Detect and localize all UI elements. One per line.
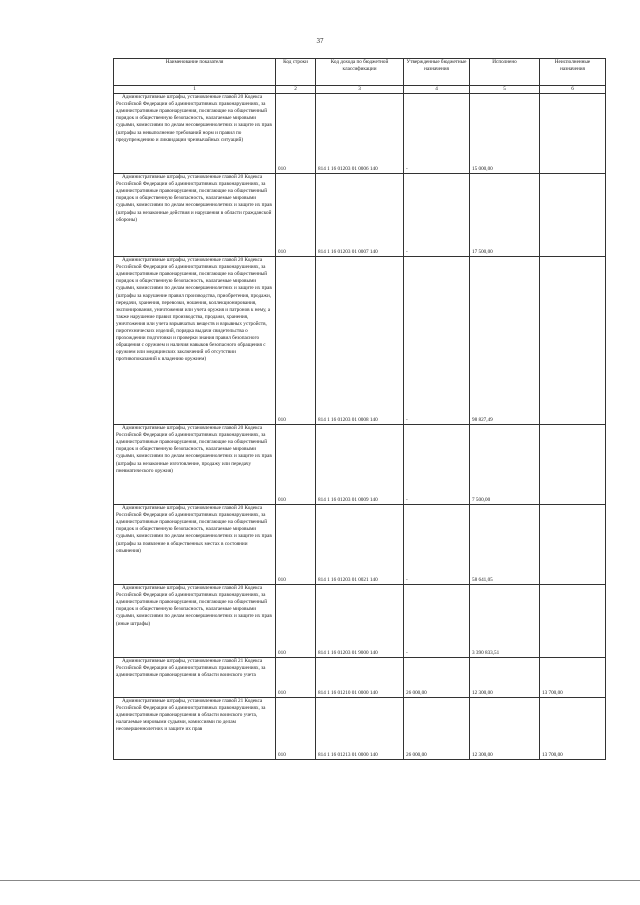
row-executed: 58 641,05 <box>470 505 540 585</box>
row-kbk: 814 1 16 01203 01 0006 140 <box>316 94 404 174</box>
row-executed: 12 300,00 <box>470 658 540 698</box>
table-row <box>114 585 606 658</box>
row-unexecuted <box>540 94 606 174</box>
row-unexecuted <box>540 425 606 505</box>
row-unexecuted: 13 700,00 <box>540 698 606 760</box>
row-executed: 17 500,00 <box>470 174 540 257</box>
column-header: Код строки <box>276 59 316 86</box>
header-row <box>114 59 606 86</box>
table-row <box>114 174 606 257</box>
table-row <box>114 658 606 698</box>
row-code: 010 <box>276 94 316 174</box>
table-row <box>114 257 606 425</box>
row-unexecuted <box>540 174 606 257</box>
row-name <box>114 505 276 585</box>
row-kbk: 814 1 16 01203 01 0007 140 <box>316 174 404 257</box>
row-approved: 26 000,00 <box>404 658 470 698</box>
row-name-text: Административные штрафы, установленные главой 20 Кодекса Российской Федерации об административных правонарушениях, за административные правонарушения, посягающие на общественный порядок и общественную безопасность, налагаемые мировыми судьями, комиссиями по делам несовершеннолетних и защите их прав (штрафы за нарушение правил производства, приобретения, продажи, передачи, хранения, перевозки, ношения, коллекционирования, экспонирования, уничтожения или учета оружия и патронов к нему, а также нарушение правил производства, продажи, хранения, уничтожения или учета взрывчатых веществ и взрывных устройств, пиротехнических изделий, порядка выдачи свидетельства о прохождении подготовки и проверки знания правил безопасного обращения с оружием и наличия навыков безопасного обращения с оружием или медицинских заключений об отсутствии противопоказаний к владению оружием) <box>116 257 272 363</box>
row-executed: 7 500,00 <box>470 425 540 505</box>
row-code: 010 <box>276 257 316 425</box>
table-row <box>114 698 606 760</box>
row-name-text: Административные штрафы, установленные главой 20 Кодекса Российской Федерации об административных правонарушениях, за административные правонарушения, посягающие на общественный порядок и общественную безопасность, налагаемые мировыми судьями, комиссиями по делам несовершеннолетних и защите их прав (штрафы за появление в общественных местах в состоянии опьянения) <box>116 505 272 554</box>
row-name-text: Административные штрафы, установленные главой 21 Кодекса Российской Федерации об административных правонарушениях, за административные правонарушения в области воинского учета <box>116 658 266 679</box>
row-name <box>114 174 276 257</box>
column-header: Неисполненные назначения <box>540 59 606 86</box>
column-header: Утвержденные бюджетные назначения <box>404 59 470 86</box>
row-kbk: 814 1 16 01203 01 0008 140 <box>316 257 404 425</box>
row-name <box>114 658 276 698</box>
row-name <box>114 585 276 658</box>
row-code: 010 <box>276 698 316 760</box>
row-executed: 3 390 833,51 <box>470 585 540 658</box>
row-executed: 12 300,00 <box>470 698 540 760</box>
row-name-text: Административные штрафы, установленные главой 20 Кодекса Российской Федерации об административных правонарушениях, за административные правонарушения, посягающие на общественный порядок и общественную безопасность, налагаемые мировыми судьями, комиссиями по делам несовершеннолетних и защите их прав (штрафы за невыполнение требований норм и правил по предупреждению и ликвидации чрезвычайных ситуаций) <box>116 94 272 143</box>
row-name <box>114 94 276 174</box>
row-name-text: Административные штрафы, установленные главой 20 Кодекса Российской Федерации об административных правонарушениях, за административные правонарушения, посягающие на общественный порядок и общественную безопасность, налагаемые мировыми судьями, комиссиями по делам несовершеннолетних и защите их прав (штрафы за незаконные действия и нарушения в области гражданской обороны) <box>116 174 272 223</box>
column-number: 4 <box>404 86 470 94</box>
column-number: 3 <box>316 86 404 94</box>
column-number-row <box>114 86 606 94</box>
row-kbk: 814 1 16 01203 01 0021 140 <box>316 505 404 585</box>
row-kbk: 814 1 16 01210 01 0000 140 <box>316 658 404 698</box>
row-name-text: Административные штрафы, установленные главой 20 Кодекса Российской Федерации об административных правонарушениях, за административные правонарушения, посягающие на общественный порядок и общественную безопасность, налагаемые мировыми судьями, комиссиями по делам несовершеннолетних и защите их прав (штрафы за незаконные изготовление, продажу или передачу пневматического оружия) <box>116 425 272 474</box>
table-row <box>114 505 606 585</box>
row-approved: - <box>404 585 470 658</box>
row-approved: - <box>404 425 470 505</box>
column-number: 5 <box>470 86 540 94</box>
column-header: Код дохода по бюджетной классификации <box>316 59 404 86</box>
row-unexecuted <box>540 585 606 658</box>
row-kbk: 814 1 16 01203 01 9000 140 <box>316 585 404 658</box>
page-number: 37 <box>316 37 324 45</box>
row-code: 010 <box>276 425 316 505</box>
row-name-text: Административные штрафы, установленные главой 20 Кодекса Российской Федерации об административных правонарушениях, за административные правонарушения, посягающие на общественный порядок и общественную безопасность, налагаемые мировыми судьями, комиссиями по делам несовершеннолетних и защите их прав (иные штрафы) <box>116 585 272 627</box>
row-name <box>114 425 276 505</box>
row-unexecuted <box>540 257 606 425</box>
row-name <box>114 698 276 760</box>
row-code: 010 <box>276 505 316 585</box>
table-body <box>114 94 606 760</box>
table-row <box>114 425 606 505</box>
row-approved: - <box>404 174 470 257</box>
table-row <box>114 94 606 174</box>
row-unexecuted <box>540 505 606 585</box>
row-code: 010 <box>276 658 316 698</box>
row-executed: 98 827,49 <box>470 257 540 425</box>
column-header: Наименование показателя <box>114 59 276 86</box>
footer-rule <box>0 880 640 881</box>
row-kbk: 814 1 16 01213 01 0000 140 <box>316 698 404 760</box>
column-number: 6 <box>540 86 606 94</box>
row-name <box>114 257 276 425</box>
row-code: 010 <box>276 174 316 257</box>
row-name-text: Административные штрафы, установленные главой 21 Кодекса Российской Федерации об административных правонарушениях, за административные правонарушения в области воинского учета, налагаемые мировыми судьями, комиссиями по делам несовершеннолетних и защите их прав <box>116 698 266 733</box>
row-approved: - <box>404 94 470 174</box>
row-unexecuted: 13 700,00 <box>540 658 606 698</box>
row-approved: - <box>404 505 470 585</box>
row-executed: 15 000,00 <box>470 94 540 174</box>
revenue-report-table <box>113 58 606 760</box>
row-approved: - <box>404 257 470 425</box>
row-kbk: 814 1 16 01203 01 0009 140 <box>316 425 404 505</box>
row-code: 010 <box>276 585 316 658</box>
row-approved: 26 000,00 <box>404 698 470 760</box>
column-number: 2 <box>276 86 316 94</box>
column-number: 1 <box>114 86 276 94</box>
column-header: Исполнено <box>470 59 540 86</box>
